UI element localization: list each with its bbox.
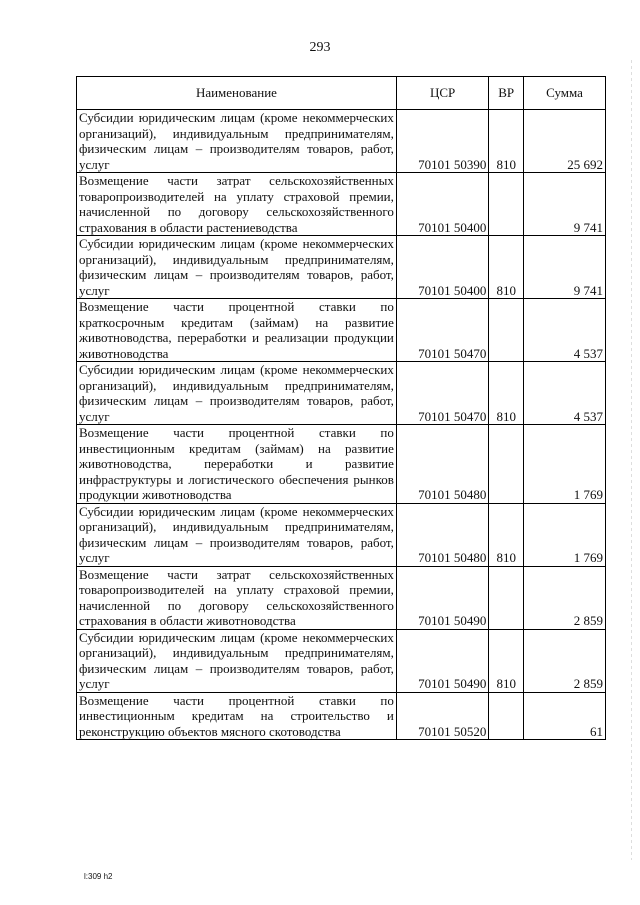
row-csr: 70101 50480 <box>396 425 488 504</box>
row-sum: 9 741 <box>524 173 606 236</box>
scan-margin-line <box>631 60 632 860</box>
row-sum: 4 537 <box>524 362 606 425</box>
header-sum: Сумма <box>524 77 606 110</box>
row-sum: 4 537 <box>524 299 606 362</box>
row-csr: 70101 50490 <box>396 566 488 629</box>
table-row <box>77 362 606 425</box>
row-name: Возмещение части затрат сельскохозяйственных товаропроизводителей на уплату страховой премии, начисленной по договору сельскохозяйственного страхования в области животноводства <box>77 566 397 629</box>
row-csr: 70101 50400 <box>396 173 488 236</box>
row-name: Субсидии юридическим лицам (кроме некоммерческих организаций), индивидуальным предпринимателям, физическим лицам – производителям товаров, работ, услуг <box>77 110 397 173</box>
table-row <box>77 503 606 566</box>
table-row <box>77 566 606 629</box>
row-csr: 70101 50520 <box>396 692 488 740</box>
header-name: Наименование <box>77 77 397 110</box>
row-csr: 70101 50490 <box>396 629 488 692</box>
header-vr: ВР <box>489 77 524 110</box>
row-name: Возмещение части процентной ставки по инвестиционным кредитам на строительство и реконструкцию объектов мясного скотоводства <box>77 692 397 740</box>
row-sum: 1 769 <box>524 503 606 566</box>
row-name: Возмещение части процентной ставки по инвестиционным кредитам (займам) на развитие животноводства, переработки и развитие инфраструктуры и логистического обеспечения рынков продукции животноводства <box>77 425 397 504</box>
table-row <box>77 173 606 236</box>
row-vr <box>489 425 524 504</box>
table-row <box>77 629 606 692</box>
row-name: Субсидии юридическим лицам (кроме некоммерческих организаций), индивидуальным предпринимателям, физическим лицам – производителям товаров, работ, услуг <box>77 236 397 299</box>
row-vr: 810 <box>489 629 524 692</box>
row-name: Субсидии юридическим лицам (кроме некоммерческих организаций), индивидуальным предпринимателям, физическим лицам – производителям товаров, работ, услуг <box>77 362 397 425</box>
row-vr: 810 <box>489 110 524 173</box>
row-name: Субсидии юридическим лицам (кроме некоммерческих организаций), индивидуальным предпринимателям, физическим лицам – производителям товаров, работ, услуг <box>77 503 397 566</box>
row-sum: 2 859 <box>524 629 606 692</box>
row-sum: 25 692 <box>524 110 606 173</box>
row-csr: 70101 50480 <box>396 503 488 566</box>
row-csr: 70101 50470 <box>396 362 488 425</box>
row-csr: 70101 50400 <box>396 236 488 299</box>
page-number: 293 <box>309 40 331 55</box>
footer-code: l:309 h2 <box>84 872 113 881</box>
row-sum: 9 741 <box>524 236 606 299</box>
row-name: Возмещение части затрат сельскохозяйственных товаропроизводителей на уплату страховой премии, начисленной по договору сельскохозяйственного страхования в области растениеводства <box>77 173 397 236</box>
row-sum: 61 <box>524 692 606 740</box>
table-row <box>77 299 606 362</box>
table-header-row <box>77 77 606 110</box>
table-row <box>77 110 606 173</box>
row-sum: 2 859 <box>524 566 606 629</box>
budget-table <box>76 76 606 740</box>
header-csr: ЦСР <box>396 77 488 110</box>
table-row <box>77 692 606 740</box>
table-row <box>77 236 606 299</box>
row-vr <box>489 173 524 236</box>
row-name: Субсидии юридическим лицам (кроме некоммерческих организаций), индивидуальным предпринимателям, физическим лицам – производителям товаров, работ, услуг <box>77 629 397 692</box>
row-vr <box>489 566 524 629</box>
row-name: Возмещение части процентной ставки по краткосрочным кредитам (займам) на развитие животноводства, переработки и реализации продукции животноводства <box>77 299 397 362</box>
row-vr <box>489 692 524 740</box>
table-row <box>77 425 606 504</box>
row-vr: 810 <box>489 503 524 566</box>
row-csr: 70101 50390 <box>396 110 488 173</box>
row-csr: 70101 50470 <box>396 299 488 362</box>
row-vr: 810 <box>489 236 524 299</box>
row-sum: 1 769 <box>524 425 606 504</box>
row-vr <box>489 299 524 362</box>
row-vr: 810 <box>489 362 524 425</box>
